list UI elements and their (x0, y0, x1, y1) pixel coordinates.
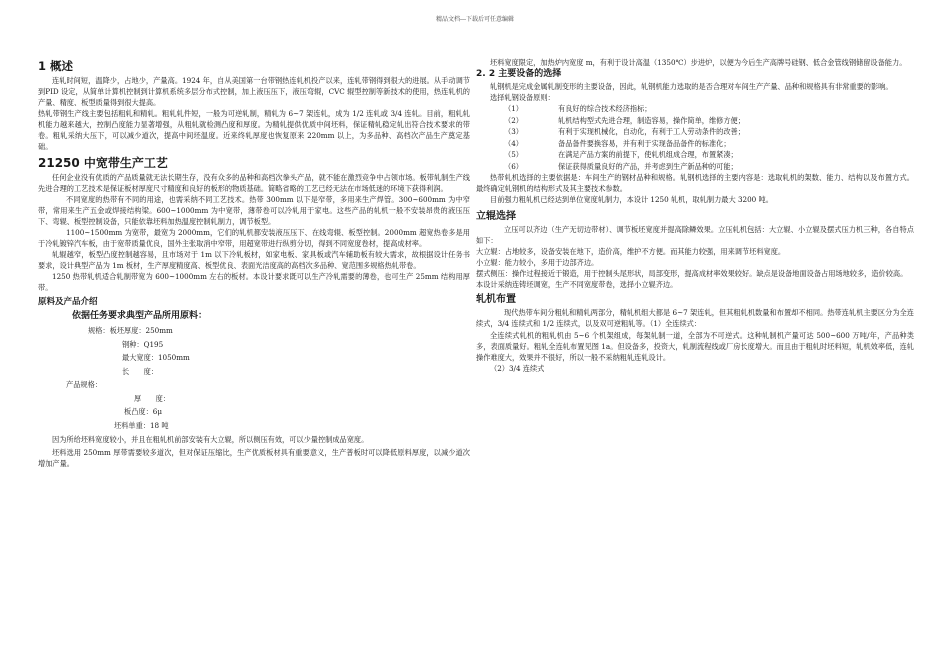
spec-row: 规格：板坯厚度：250mm (88, 326, 173, 335)
list-number: （5） (504, 150, 523, 159)
paragraph: 不同宽度的热带有不同的用途，也需采纳不同工艺技术。热带 300mm 以下是窄带，多用来生产焊管。300~600mm 为中窄带，常用来生产五金或焊接结构梁。600~1000mm 为中宽带，薄带卷可以冷轧用于家电。这些产品的轧机一般不安装昂贵的液压压下、弯辊、板型控制设备，只能依靠坯料加热温度控制轧制力，调节板型。 (38, 195, 470, 226)
list-item (476, 126, 914, 138)
material-spec (38, 324, 470, 432)
paragraph: 摆式侧压：操作过程接近于锻造，用于控制头尾形状，局部变形，提高成材率效果较好。缺点是设备地面设备占用场地较多，造价较高。 (476, 269, 908, 278)
spec-row: 厚 度： (134, 393, 170, 403)
list-item (476, 115, 914, 127)
paragraph: 坯料选用 250mm 厚带需要较多道次，但对保证压缩比，生产优质板材具有重要意义，生产普板时可以降低原料厚度，以减少道次增加产量。 (38, 448, 470, 468)
list-item (476, 149, 914, 161)
paragraph: 连轧时间短，温降少，占地少，产量高。1924 年，自从美国第一台带钢热连轧机投产以来，连轧带钢得到很大的进展。从手动调节到PID 设定，从简单计算机控制到计算机系统多层分布式控制，加上液压压下，液压弯辊，CVC 辊型控制等新技术的使用，热连轧机的产量、精度、板型质量得到很大提高。 (38, 76, 470, 107)
paragraph: 目前强力粗轧机已经达到单位宽度轧制力，本设计 1250 轧机，取轧制力最大 3200 吨。 (490, 195, 773, 204)
paragraph: 全连续式轧机的粗轧机由 5~6 个机架组成，每架轧制一道，全部为不可逆式。这种轧制机产量可达 500~600 万吨/年，产品种类多，表面质量好。粗轧全连轧布置见图 1a。但设备多，投资大，轧制流程线或厂房长度增大。而且由于粗轧时坯料短，轧机效率低，连轧操作难度大，效果并不很好，所以一般不采纳粗轧连轧设计。 (476, 331, 914, 362)
list-number: （4） (504, 138, 523, 148)
section-overview-title: 1 概述 (38, 59, 74, 73)
spec-row: 坯料单重：18 吨 (114, 420, 169, 430)
paragraph: 轧钢机是完成金属轧制变形的主要设备，因此，轧钢机能力选取的是否合理对车间生产产量、品种和规格具有非常重要的影响。 (490, 82, 893, 91)
page-header: 精品文档---下载后可任意编辑 (435, 16, 515, 23)
material-subtitle: 依据任务要求典型产品所用原料： (72, 311, 208, 321)
section-process-title: 21250 中宽带生产工艺 (38, 156, 168, 170)
paragraph: 坯料宽度限定，加热炉内宽度 m，有利于设计高温（1350℃）步进炉，以便为今后生产高牌号硅钢、低合金管线钢储留设备能力。 (490, 58, 907, 67)
spec-row: 最大宽度：1050mm (122, 353, 190, 362)
paragraph: 热轧带钢生产线主要包括粗轧和精轧。粗轧轧件短，一般为可逆轧制，精轧为 6~7 架连轧，成为 1/2 连轧或 3/4 连轧。目前，粗轧轧机能力越来越大，控制凸度能力显著增强，从粗轧就检测凸度和厚度。为精轧提供优质中间坯料，保证精轧稳定轧出符合技术要求的带卷。粗轧采纳大压下，可以减少道次，提高中间坯温度。近来终轧厚度也恢复原来 220mm 以上，为多品种、高档次产品生产奠定基础。 (38, 109, 470, 151)
paragraph: 立压可以齐边（生产无切边带材）、调节板坯宽度并提高除鳞效果。立压轧机包括：大立辊、小立辊及摆式压力机三种，各自特点如下： (476, 225, 914, 245)
paragraph: 1100~1500mm 为宽带，最宽为 2000mm，它们的轧机都安装液压压下、在线弯辊、板型控制。2000mm 超宽热卷多是用于冷轧镀锌汽车板，由于宽带质量优良，国外主张取消中窄带，用超宽带进行纵剪分切，得到不同宽度卷材，提高成材率。 (38, 228, 470, 248)
list-text: 有利于实现机械化，自动化，有利于工人劳动条件的改善； (558, 127, 745, 136)
paragraph: 大立辊：占地较多，设备安装在地下，造价高，维护不方便。而其能力较强，用来调节坯料宽度。 (476, 247, 786, 256)
selection-principles-list (476, 103, 914, 172)
section-vertical-roll-title: 立辊选择 (476, 211, 516, 222)
paragraph: 1250 热带轧机适合轧制带宽为 600~1000mm 左右的板材。本设计要求既可以生产冷轧需要的薄卷，也可生产 25mm 结构用厚带。 (38, 272, 470, 292)
list-item (476, 103, 914, 115)
spec-row: 钢种：Q195 (122, 339, 164, 349)
spec-row: 长 度： (122, 366, 158, 376)
list-text: 轧机结构型式先进合理，制造容易，操作简单，维修方便； (558, 115, 745, 125)
paragraph: 任何企业没有优质的产品质量就无法长期生存，没有众多的品种和高档次拳头产品，就不能在激烈竞争中占领市场。板带轧制生产线先进合理的工艺技术是保证板材厚度尺寸精度和良好的板形的物质基础。简略省略的工艺已经无法在市场低迷的环境下获得利润。 (38, 173, 470, 193)
paragraph: （2）3/4 连续式 (490, 364, 545, 373)
section-equipment-title: 2. 2 主要设备的选择 (476, 69, 562, 79)
list-item (476, 138, 914, 150)
list-number: （2） (504, 115, 523, 125)
list-text: 在满足产品方案的前提下，使轧机组成合理，布置紧凑； (558, 150, 738, 159)
spec-row: 板凸度：6μ (124, 407, 162, 416)
list-item (476, 161, 914, 173)
list-number: （3） (504, 127, 523, 136)
paragraph: 小立辊：能力较小，多用于边部齐边。 (476, 258, 599, 267)
section-material-title: 原料及产品介绍 (38, 297, 98, 307)
paragraph: 现代热带车间分粗轧和精轧两部分，精轧机组大都是 6~7 架连轧，但其粗轧机数量和布置却不相同。热带连轧机主要区分为全连续式，3/4 连续式和 1/2 连续式，以及双可逆粗轧等。（1）全连续式： (476, 308, 914, 328)
paragraph: 因为所给坯料宽度较小，并且在粗轧机前部安装有大立辊，所以侧压有效，可以少量控制成品宽度。 (52, 435, 369, 444)
section-mill-layout-title: 轧机布置 (476, 294, 516, 305)
paragraph: 本设计采纳连铸坯调宽，生产不同宽度带卷，选择小立辊齐边。 (476, 280, 678, 289)
list-text: 有良好的综合技术经济指标； (558, 104, 652, 113)
list-number: （6） (504, 161, 523, 171)
paragraph: 轧辊越窄，板型凸度控制越容易，且市场对于 1m 以下冷轧板材，如家电板、家具板或汽车辅助板有较大需求，故根据设计任务书要求，设计典型产品为 1m 板材，生产厚度精度高、板型优良、表面光洁度高的高档次多品种、宽范围多规格热轧带卷。 (38, 250, 470, 270)
list-text: 备品备件要换容易，并有利于实现备品备件的标准化； (558, 138, 731, 148)
right-column (476, 57, 914, 374)
paragraph: 选择轧钢设备原则： (490, 93, 555, 102)
list-text: 保证获得质量良好的产品，并考虑到生产新品种的可能； (558, 161, 738, 171)
left-column (38, 56, 470, 469)
list-number: （1） (504, 104, 523, 113)
paragraph: 热带轧机选择的主要依据是：车间生产的钢材品种和规格。轧钢机选择的主要内容是：选取轧机的架数、能力、结构以及布置方式。最终确定轧钢机的结构形式及其主要技术参数。 (476, 173, 914, 193)
spec-row: 产品规格： (66, 380, 102, 389)
